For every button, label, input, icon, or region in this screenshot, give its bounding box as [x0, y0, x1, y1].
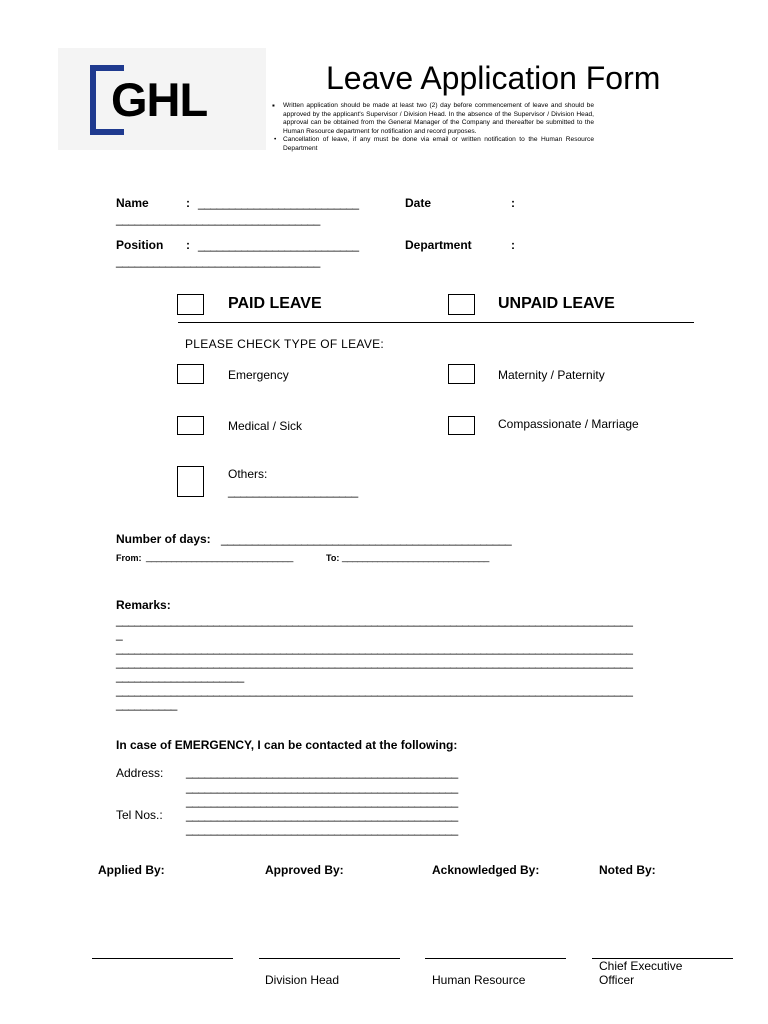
division-head-signature-line[interactable] — [259, 958, 400, 959]
position-colon: : — [186, 238, 190, 252]
address-field[interactable]: ____________________________________________ — [186, 794, 458, 808]
to-field[interactable]: _____________________________ — [342, 552, 489, 563]
from-label: From: — [116, 553, 142, 563]
bullet-dot-icon: • — [274, 136, 277, 144]
address-label: Address: — [116, 766, 164, 780]
maternity-paternity-checkbox[interactable] — [448, 364, 475, 384]
ceo-title-line-2: Officer — [599, 973, 635, 987]
leave-type-instruction: PLEASE CHECK TYPE OF LEAVE: — [185, 337, 385, 351]
date-field[interactable]: _________________________________ — [116, 212, 320, 226]
compassionate-marriage-checkbox[interactable] — [448, 416, 475, 435]
others-checkbox[interactable] — [177, 466, 204, 497]
number-of-days-label: Number of days: — [116, 532, 211, 546]
department-label: Department — [405, 238, 472, 252]
department-field[interactable]: _________________________________ — [116, 254, 320, 268]
to-label: To: — [326, 553, 340, 563]
form-title: Leave Application Form — [326, 60, 661, 96]
approved-by-label: Approved By: — [265, 863, 344, 877]
applied-by-label: Applied By: — [98, 863, 165, 877]
others-field[interactable]: _____________________ — [228, 484, 358, 498]
address-field[interactable]: ____________________________________________ — [186, 765, 458, 779]
number-of-days-field[interactable]: _______________________________________________ — [221, 532, 512, 546]
division-head-title: Division Head — [265, 973, 340, 987]
date-label: Date — [405, 196, 432, 210]
unpaid-leave-label: UNPAID LEAVE — [498, 295, 615, 312]
tel-nos-label: Tel Nos.: — [116, 808, 163, 822]
remarks-line[interactable]: _____________________________________________________________________________________ — [116, 655, 633, 669]
others-label: Others: — [228, 467, 268, 481]
human-resource-title: Human Resource — [432, 973, 526, 987]
bullet-square-icon: ▪ — [272, 101, 275, 110]
note-text-2: Cancellation of leave, if any must be done via email or written notification to the Human Resource Department — [283, 136, 594, 152]
company-logo: GHL — [111, 73, 208, 126]
remarks-line[interactable]: __________ — [116, 697, 177, 711]
tel-nos-field[interactable]: ____________________________________________ — [186, 822, 458, 836]
emergency-contact-heading: In case of EMERGENCY, I can be contacted at the following: — [116, 738, 458, 752]
remarks-label: Remarks: — [116, 598, 171, 612]
emergency-checkbox[interactable] — [177, 364, 204, 384]
emergency-label: Emergency — [228, 368, 289, 382]
date-colon: : — [511, 196, 515, 210]
ceo-title-line-1: Chief Executive — [599, 959, 683, 973]
position-field[interactable]: __________________________ — [198, 238, 359, 252]
tel-nos-field[interactable]: ____________________________________________ — [186, 808, 458, 822]
noted-by-label: Noted By: — [599, 863, 656, 877]
instructions-notes — [272, 102, 594, 154]
note-item — [272, 102, 594, 136]
remarks-line[interactable]: _ — [116, 627, 123, 641]
medical-sick-checkbox[interactable] — [177, 416, 204, 435]
leave-divider — [178, 322, 694, 323]
compassionate-marriage-label: Compassionate / Marriage — [498, 417, 639, 431]
human-resource-signature-line[interactable] — [425, 958, 566, 959]
department-colon: : — [511, 238, 515, 252]
address-field[interactable]: ____________________________________________ — [186, 780, 458, 794]
note-text-1: Written application should be made at least two (2) day before commencement of leave and should be approved by the applicant's Supervisor / Division Head. In the absence of the Supervisor / Division Head, approval can be obtained from the General Manager of the Company and thereafter be submitted to the Human Resource department for notification and record purposes. — [283, 102, 594, 135]
remarks-line[interactable]: _____________________________________________________________________________________ — [116, 683, 633, 697]
paid-leave-label: PAID LEAVE — [228, 295, 322, 312]
medical-sick-label: Medical / Sick — [228, 419, 303, 433]
acknowledged-by-label: Acknowledged By: — [432, 863, 540, 877]
remarks-line[interactable]: _____________________________________________________________________________________ — [116, 613, 633, 627]
note-item — [272, 136, 594, 153]
remarks-line[interactable]: _____________________________________________________________________________________ — [116, 641, 633, 655]
paid-leave-checkbox[interactable] — [177, 294, 204, 315]
name-colon: : — [186, 196, 190, 210]
name-label: Name — [116, 196, 149, 210]
from-field[interactable]: _____________________________ — [146, 552, 293, 563]
unpaid-leave-checkbox[interactable] — [448, 294, 475, 315]
position-label: Position — [116, 238, 164, 252]
remarks-line[interactable]: _____________________ — [116, 669, 244, 683]
name-field[interactable]: __________________________ — [198, 196, 359, 210]
applicant-signature-line[interactable] — [92, 958, 233, 959]
maternity-paternity-label: Maternity / Paternity — [498, 368, 605, 382]
